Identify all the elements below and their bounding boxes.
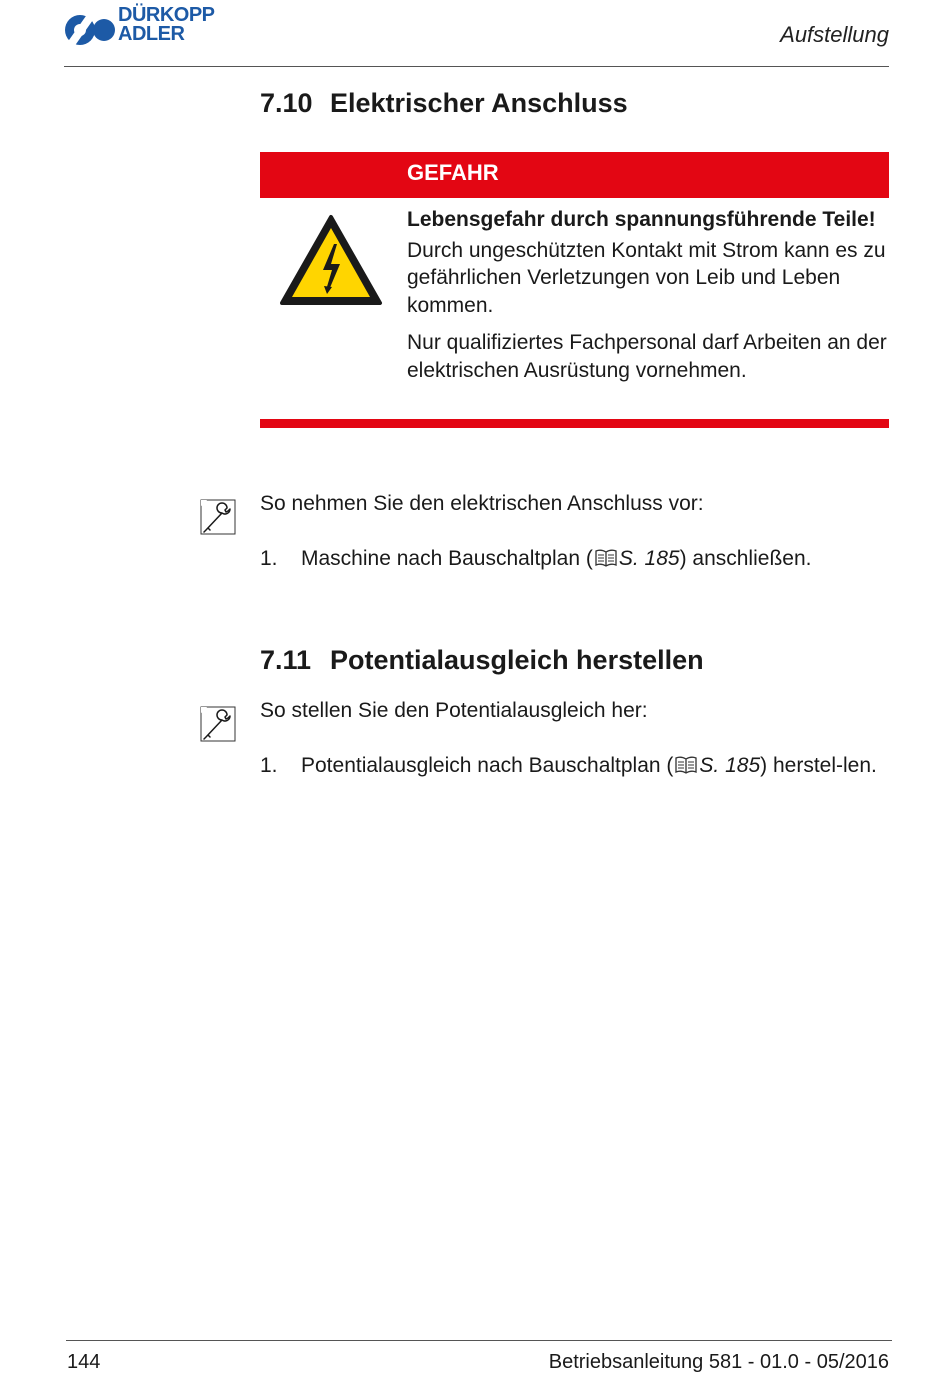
danger-text-2: Nur qualifiziertes Fachpersonal darf Arbeiten an der elektrischen Ausrüstung vornehmen.: [407, 331, 887, 382]
danger-label: GEFAHR: [407, 160, 499, 185]
instruction-intro-711: So stellen Sie den Potentialausgleich her:: [260, 699, 648, 722]
section-number: 7.10: [260, 88, 313, 118]
step-number: 1.: [260, 754, 278, 777]
section-number: 7.11: [260, 645, 312, 675]
danger-header-bar: [260, 152, 889, 198]
wrench-icon: [200, 499, 236, 535]
footer-divider: [66, 1340, 892, 1341]
book-reference-icon: [595, 547, 617, 575]
brand-wordmark: [118, 6, 215, 44]
step-text-before: Potentialausgleich nach Bauschaltplan (: [301, 754, 674, 777]
instruction-step-710: [260, 545, 890, 575]
danger-headline: Lebensgefahr durch spannungsführende Teile!: [407, 208, 876, 231]
wrench-icon: [200, 706, 236, 742]
section-title: Potentialausgleich herstellen: [330, 645, 704, 675]
brand-line-1: DÜRKOPP: [118, 4, 215, 26]
step-number: 1.: [260, 547, 278, 570]
step-text-after: ) herstel-len.: [760, 754, 877, 777]
step-text-after: ) anschließen.: [679, 547, 812, 570]
section-heading-710: [260, 88, 628, 119]
book-reference-icon: [675, 754, 697, 782]
section-title: Elektrischer Anschluss: [330, 88, 628, 118]
header-divider: [64, 66, 889, 67]
header-section-title: Aufstellung: [780, 22, 889, 47]
danger-footer-bar: [260, 419, 889, 428]
document-info: Betriebsanleitung 581 - 01.0 - 05/2016: [548, 1351, 889, 1373]
danger-body: [407, 206, 892, 394]
instruction-intro-710: So nehmen Sie den elektrischen Anschluss vor:: [260, 492, 704, 515]
page-reference-link[interactable]: S. 185: [618, 547, 680, 570]
step-text-before: Maschine nach Bauschaltplan (: [301, 547, 593, 570]
page-reference-link[interactable]: S. 185: [699, 754, 761, 777]
instruction-step-711: [260, 752, 890, 782]
page-number: 144: [67, 1351, 101, 1373]
electric-hazard-icon: [279, 214, 383, 308]
danger-text-1: Durch ungeschützten Kontakt mit Strom kann es zu gefährlichen Verletzungen von Leib und Leben kommen.: [407, 238, 886, 317]
section-heading-711: [260, 645, 704, 676]
logo-mark-icon: [64, 10, 116, 50]
brand-line-2: ADLER: [118, 23, 185, 45]
